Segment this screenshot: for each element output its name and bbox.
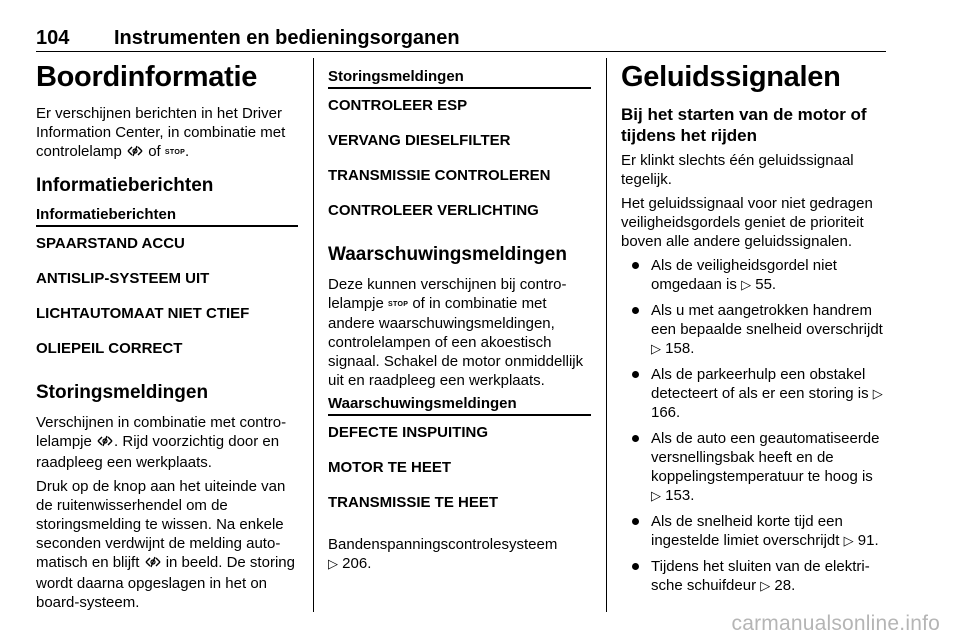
page-reference-arrow-icon: ▷ [328, 556, 338, 571]
tpms-reference: Bandenspanningscontrolesysteem ▷ 206. [328, 536, 558, 572]
warn-paragraph: Deze kunnen verschijnen bij controlelampje STOP of in combinatie met andere waarschuwingsmeldingen, controlelampen of een akoestisch signaal. Schakel de motor onmiddellijk uit en raadpleeg een werkplaats. [328, 276, 584, 389]
page-reference-arrow-icon: ▷ [651, 341, 661, 356]
column-1 [36, 58, 298, 617]
page-reference-arrow-icon: ▷ [872, 386, 883, 401]
sounds-paragraph-1: Er klinkt slechts één geluidssignaal tegelijk. [621, 152, 854, 188]
page-reference-arrow-icon: ▷ [651, 488, 661, 503]
page-number: 104 [36, 27, 70, 49]
column-divider-1 [313, 58, 314, 612]
info-item: OLIEPEIL CORRECT [36, 340, 183, 357]
bullet-icon [632, 518, 639, 525]
storing-item: TRANSMISSIE CONTROLEREN [328, 167, 551, 184]
list-item: Als de snelheid korte tijd een ingestelde limiet overschrijdt ▷ 91. [621, 512, 886, 550]
section-title: Boordinformatie [36, 61, 258, 93]
storing-paragraph-2: Druk op de knop aan het uiteinde van de ruitenwisserhendel om de storingsmelding te wissen. Na enkele seconden verdwijnt de melding automatisch en blijft in beeld. De storing wordt daarna opgeslagen in het on board-systeem. [36, 478, 295, 611]
warn-item: DEFECTE INSPUITING [328, 424, 489, 441]
page-title: Instrumenten en bedieningsorganen [114, 27, 460, 49]
sounds-paragraph-2: Het geluidssignaal voor niet gedragen veiligheidsgordels geniet de prioriteit boven alle andere geluidssignalen. [621, 195, 873, 250]
warn-item: MOTOR TE HEET [328, 459, 452, 476]
bullet-icon [632, 307, 639, 314]
list-item: Als de parkeerhulp een obstakel detecteert of als er een storing is ▷ 166. [621, 365, 886, 422]
subheading: Bij het starten van de motor of tijdens het rijden [621, 105, 867, 145]
bullet-icon [632, 435, 639, 442]
stop-icon: STOP [388, 301, 409, 308]
info-item: SPAARSTAND ACCU [36, 235, 185, 252]
warn-heading: Waarschuwingsmeldingen [328, 244, 567, 265]
page-reference-arrow-icon: ▷ [741, 277, 752, 292]
bullet-icon [632, 371, 639, 378]
service-vehicle-icon [126, 144, 144, 163]
service-vehicle-icon [144, 555, 162, 574]
list-item: Als de auto een geautomatiseerde versnellingsbak heeft en de koppelingstemperatuur te hoog is ▷ 153. [621, 429, 886, 505]
warn-table-header: Waarschuwingsmeldingen [328, 395, 591, 416]
storing-table-header: Storingsmeldingen [328, 68, 591, 89]
info-table-header: Informatieberichten [36, 206, 298, 227]
service-vehicle-icon [96, 434, 114, 453]
list-item: Tijdens het sluiten van de elektrische schuifdeur ▷ 28. [621, 557, 886, 595]
page-reference-arrow-icon: ▷ [760, 578, 771, 593]
column-3 [621, 58, 886, 602]
list-item: Als u met aangetrokken handrem een bepaalde snelheid overschrijdt ▷ 158. [621, 301, 886, 358]
info-heading: Informatieberichten [36, 175, 214, 196]
column-divider-2 [606, 58, 607, 612]
storing-item: CONTROLEER VERLICHTING [328, 202, 539, 219]
sounds-list [621, 256, 886, 595]
info-item: ANTISLIP-SYSTEEM UIT [36, 270, 210, 287]
intro-paragraph: Er verschijnen berichten in het Driver Information Center, in combinatie met controlelamp of STOP. [36, 104, 298, 163]
storing-item: CONTROLEER ESP [328, 97, 468, 114]
bullet-icon [632, 563, 639, 570]
bullet-icon [632, 262, 639, 269]
page-header [36, 27, 886, 52]
column-2 [328, 58, 591, 578]
warn-item: TRANSMISSIE TE HEET [328, 494, 499, 511]
storing-item: VERVANG DIESELFILTER [328, 132, 511, 149]
storing-heading: Storingsmeldingen [36, 382, 209, 403]
info-item: LICHTAUTOMAAT NIET CTIEF [36, 305, 250, 322]
storing-paragraph-1: Verschijnen in combinatie met controlelampje . Rijd voorzichtig door en raadpleeg een werkplaats. [36, 414, 287, 471]
page-reference-arrow-icon: ▷ [843, 533, 854, 548]
list-item: Als de veiligheidsgordel niet omgedaan is ▷ 55. [621, 256, 886, 294]
section-title-sounds: Geluidssignalen [621, 61, 841, 93]
watermark: carmanualsonline.info [731, 612, 940, 635]
stop-icon: STOP [164, 149, 186, 156]
